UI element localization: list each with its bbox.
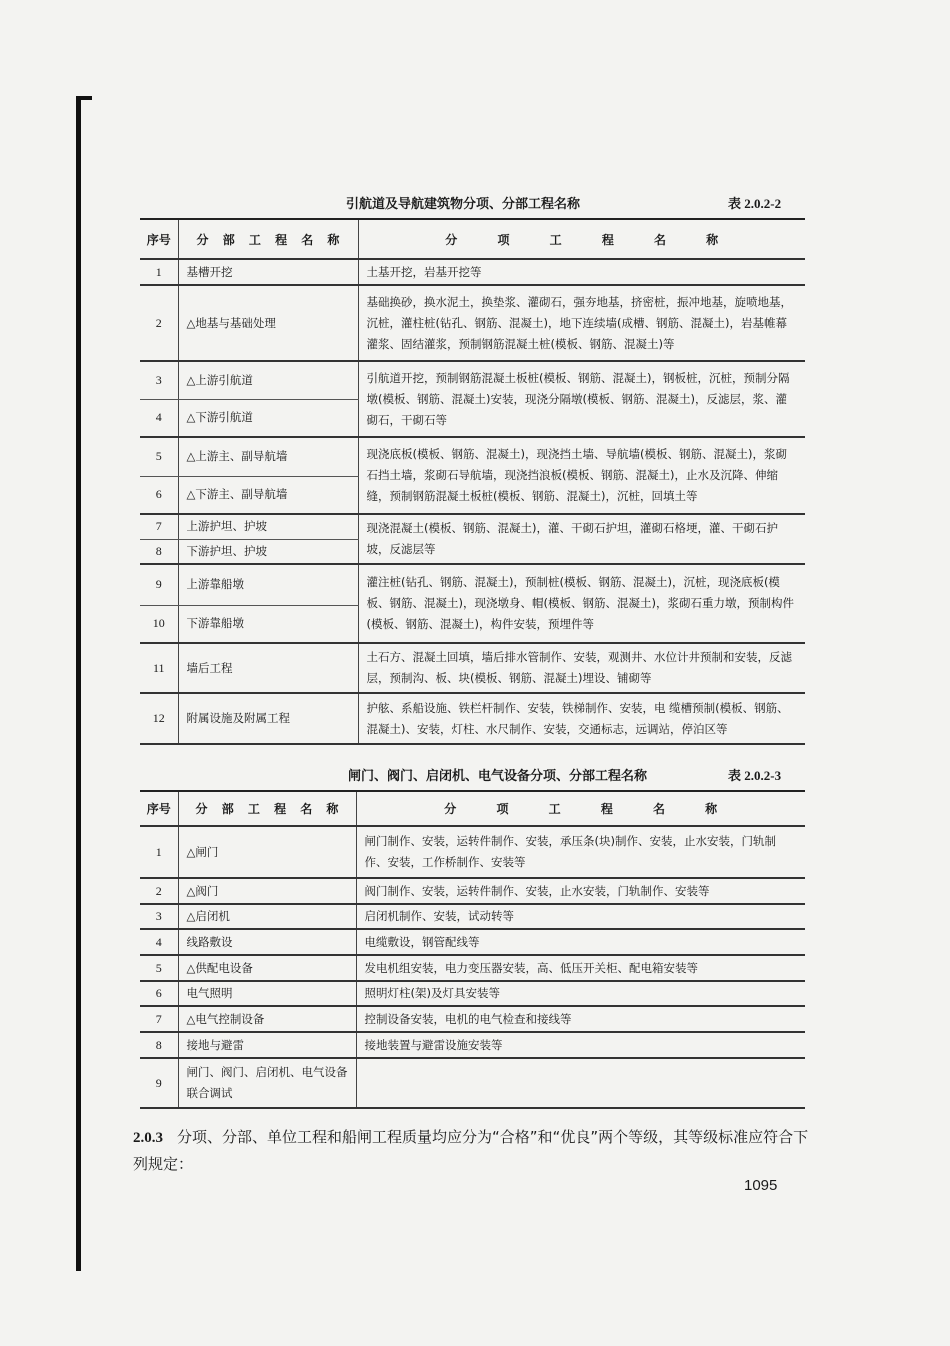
row-no: 6 [140, 981, 178, 1006]
row-no: 8 [140, 1032, 178, 1058]
row-no: 8 [140, 539, 178, 564]
row-desc: 土基开挖，岩基开挖等 [358, 259, 805, 285]
row-name: 接地与避雷 [178, 1032, 356, 1058]
row-name: △地基与基础处理 [178, 285, 358, 361]
table2-number: 表 2.0.2-3 [728, 768, 782, 783]
row-name: 上游护坦、护坡 [178, 514, 358, 539]
row-name: △上游引航道 [178, 361, 358, 399]
table-row [140, 955, 805, 981]
table2-title: 闸门、阀门、启闭机、电气设备分项、分部工程名称 [348, 769, 648, 784]
table1 [140, 218, 805, 745]
row-name: △电气控制设备 [178, 1006, 356, 1032]
row-desc: 阀门制作、安装，运转件制作、安装，止水安装，门轨制作、安装等 [356, 878, 805, 904]
table-row [140, 514, 805, 539]
clause-paragraph [133, 1124, 813, 1177]
row-no: 7 [140, 514, 178, 539]
header-name: 分 部 工 程 名 称 [178, 791, 356, 826]
row-name: △闸门 [178, 826, 356, 878]
table-row [140, 259, 805, 285]
row-desc [356, 1058, 805, 1108]
row-name: △供配电设备 [178, 955, 356, 981]
table-row [140, 564, 805, 605]
row-name: 下游护坦、护坡 [178, 539, 358, 564]
table-row [140, 643, 805, 693]
row-no: 9 [140, 1058, 178, 1108]
row-no: 4 [140, 399, 178, 437]
header-no: 序号 [140, 219, 178, 259]
row-name: 基槽开挖 [178, 259, 358, 285]
row-no: 11 [140, 643, 178, 693]
row-name: 墙后工程 [178, 643, 358, 693]
table-row [140, 904, 805, 929]
clause-text: 分项、分部、单位工程和船闸工程质量均应分为“合格”和“优良”两个等级，其等级标准应符合下列规定： [133, 1128, 809, 1173]
row-name: △下游引航道 [178, 399, 358, 437]
row-desc: 电缆敷设，钢管配线等 [356, 929, 805, 955]
table-row [140, 878, 805, 904]
row-no: 6 [140, 476, 178, 514]
table-row [140, 437, 805, 476]
row-desc: 发电机组安装，电力变压器安装，高、低压开关柜、配电箱安装等 [356, 955, 805, 981]
row-desc: 接地装置与避雷设施安装等 [356, 1032, 805, 1058]
table-header [140, 791, 805, 826]
row-no: 3 [140, 904, 178, 929]
row-no: 4 [140, 929, 178, 955]
table-row [140, 1058, 805, 1108]
table-row [140, 361, 805, 399]
row-name: 电气照明 [178, 981, 356, 1006]
row-name: △上游主、副导航墙 [178, 437, 358, 476]
header-no: 序号 [140, 791, 178, 826]
row-desc: 启闭机制作、安装，试动转等 [356, 904, 805, 929]
row-desc: 闸门制作、安装，运转件制作、安装，承压条(块)制作、安装，止水安装，门轨制作、安装，工作桥制作、安装等 [356, 826, 805, 878]
row-desc: 护舷、系船设施、铁栏杆制作、安装，铁梯制作、安装，电 缆槽预制(模板、钢筋、混凝土)、安装，灯柱、水尺制作、安装，交通标志，远调站，停泊区等 [358, 693, 805, 744]
header-desc: 分 项 工 程 名 称 [358, 219, 805, 259]
row-no: 12 [140, 693, 178, 744]
table1-number: 表 2.0.2-2 [728, 196, 782, 211]
row-desc: 基础换砂，换水泥土，换垫浆、灌砌石，强夯地基，挤密桩，振冲地基，旋喷地基，沉桩，灌柱桩(钻孔、钢筋、混凝土)，地下连续墙(成槽、钢筋、混凝土)，岩基帷幕灌浆、固结灌浆，预制钢筋混凝土桩(模板、钢筋、混凝土)等 [358, 285, 805, 361]
row-no: 9 [140, 564, 178, 605]
row-no: 5 [140, 955, 178, 981]
table-row [140, 929, 805, 955]
row-name: △下游主、副导航墙 [178, 476, 358, 514]
table2 [140, 790, 805, 1109]
table-header [140, 219, 805, 259]
row-name: 闸门、阀门、启闭机、电气设备联合调试 [178, 1058, 356, 1108]
table-row [140, 285, 805, 361]
row-name: 附属设施及附属工程 [178, 693, 358, 744]
row-no: 5 [140, 437, 178, 476]
row-no: 10 [140, 605, 178, 643]
binding-edge-top [76, 96, 92, 100]
row-desc: 现浇混凝土(模板、钢筋、混凝土)，灌、干砌石护坦，灌砌石格埂，灌、干砌石护坡，反滤层等 [358, 514, 805, 564]
row-desc: 照明灯柱(架)及灯具安装等 [356, 981, 805, 1006]
row-name: 上游靠船墩 [178, 564, 358, 605]
row-name: 下游靠船墩 [178, 605, 358, 643]
header-name: 分 部 工 程 名 称 [178, 219, 358, 259]
row-desc: 控制设备安装，电机的电气检查和接线等 [356, 1006, 805, 1032]
row-name: △启闭机 [178, 904, 356, 929]
row-no: 1 [140, 826, 178, 878]
row-no: 2 [140, 878, 178, 904]
row-name: △阀门 [178, 878, 356, 904]
binding-edge [76, 96, 81, 1271]
table-row [140, 693, 805, 744]
clause-number: 2.0.3 [133, 1130, 163, 1146]
row-name: 线路敷设 [178, 929, 356, 955]
row-desc: 灌注桩(钻孔、钢筋、混凝土)，预制桩(模板、钢筋、混凝土)，沉桩，现浇底板(模板、钢筋、混凝土)，现浇墩身、帽(模板、钢筋、混凝土)，浆砌石重力墩，预制构件(模板、钢筋、混凝土)，构件安装，预埋件等 [358, 564, 805, 643]
table-row [140, 1006, 805, 1032]
table-row [140, 981, 805, 1006]
page-number: 1095 [744, 1177, 778, 1194]
table1-title: 引航道及导航建筑物分项、分部工程名称 [346, 197, 581, 212]
table-row [140, 1032, 805, 1058]
table-row [140, 826, 805, 878]
row-no: 1 [140, 259, 178, 285]
row-no: 7 [140, 1006, 178, 1032]
row-desc: 引航道开挖，预制钢筋混凝土板桩(模板、钢筋、混凝土)，钢板桩，沉桩，预制分隔墩(模板、钢筋、混凝土)安装，现浇分隔墩(模板、钢筋、混凝土)，反滤层，浆、灌砌石，干砌石等 [358, 361, 805, 437]
header-desc: 分 项 工 程 名 称 [356, 791, 805, 826]
row-no: 2 [140, 285, 178, 361]
row-no: 3 [140, 361, 178, 399]
row-desc: 土石方、混凝土回填，墙后排水管制作、安装，观测井、水位计井预制和安装，反滤层，预制沟、板、块(模板、钢筋、混凝土)埋设、铺砌等 [358, 643, 805, 693]
row-desc: 现浇底板(模板、钢筋、混凝土)，现浇挡土墙、导航墙(模板、钢筋、混凝土)，浆砌石挡土墙，浆砌石导航墙，现浇挡浪板(模板、钢筋、混凝土)，止水及沉降、伸缩缝，预制钢筋混凝土板桩(模板、钢筋、混凝土)，沉桩，回填土等 [358, 437, 805, 514]
